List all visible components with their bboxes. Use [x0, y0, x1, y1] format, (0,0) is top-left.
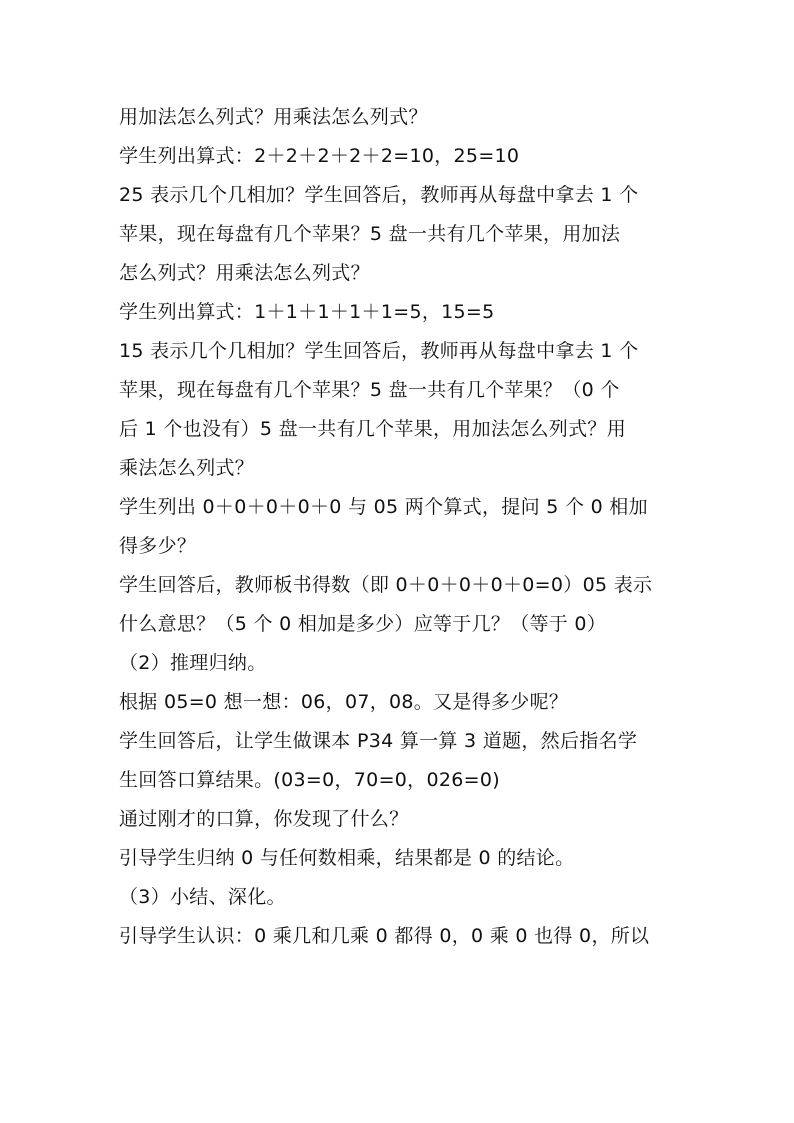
text-line-20: 引导学生归纳 0 与任何数相乘，结果都是 0 的结论。 [119, 847, 575, 869]
text-line-15: （2）推理归纳。 [119, 652, 267, 674]
text-line-6: 学生列出算式：1＋1＋1＋1＋1=5，15=5 [119, 301, 495, 323]
text-line-13: 学生回答后，教师板书得数（即 0＋0＋0＋0＋0=0）05 表示 [119, 574, 653, 596]
text-line-8: 苹果，现在每盘有几个苹果？5 盘一共有几个苹果？（0 个 [119, 379, 620, 401]
text-line-7: 15 表示几个几相加？学生回答后，教师再从每盘中拿去 1 个 [119, 340, 639, 362]
text-line-16: 根据 05=0 想一想：06，07，08。又是得多少呢？ [119, 691, 569, 713]
text-line-3: 25 表示几个几相加？学生回答后，教师再从每盘中拿去 1 个 [119, 184, 639, 206]
text-line-11: 学生列出 0＋0＋0＋0＋0 与 05 两个算式，提问 5 个 0 相加 [119, 496, 648, 518]
text-line-21: （3）小结、深化。 [119, 886, 286, 908]
text-line-18: 生回答口算结果。(03=0，70=0，026=0) [119, 769, 500, 791]
text-line-19: 通过刚才的口算，你发现了什么？ [119, 808, 409, 830]
text-line-2: 学生列出算式：2＋2＋2＋2＋2=10，25=10 [119, 145, 520, 167]
document-body [119, 98, 679, 956]
text-line-4: 苹果，现在每盘有几个苹果？5 盘一共有几个苹果，用加法 [119, 223, 621, 245]
text-line-5: 怎么列式？用乘法怎么列式？ [119, 262, 370, 284]
text-line-1: 用加法怎么列式？用乘法怎么列式？ [119, 106, 428, 128]
text-line-12: 得多少？ [119, 535, 197, 557]
text-line-17: 学生回答后，让学生做课本 P34 算一算 3 道题，然后指名学 [119, 730, 638, 752]
text-line-10: 乘法怎么列式？ [119, 457, 255, 479]
text-line-9: 后 1 个也没有）5 盘一共有几个苹果，用加法怎么列式？用 [119, 418, 626, 440]
text-line-14: 什么意思？（5 个 0 相加是多少）应等于几？（等于 0） [119, 613, 607, 635]
text-line-22: 引导学生认识：0 乘几和几乘 0 都得 0，0 乘 0 也得 0，所以 [119, 925, 650, 947]
